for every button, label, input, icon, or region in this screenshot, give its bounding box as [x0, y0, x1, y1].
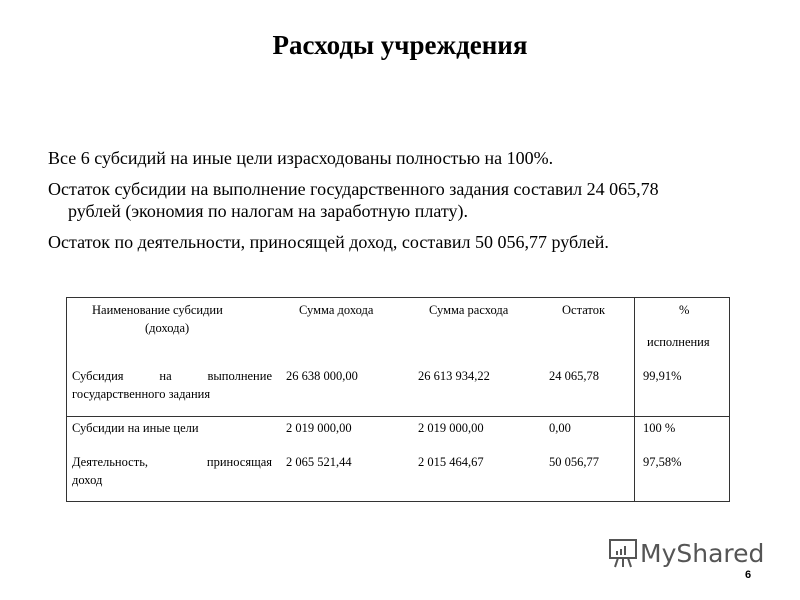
row-expense: 2 015 464,67 — [418, 455, 484, 469]
table-divider — [634, 297, 635, 502]
row-percent: 99,91% — [643, 369, 682, 383]
paragraph: Остаток субсидии на выполнение государственного задания составил 24 065,78 — [48, 179, 659, 199]
page-number: 6 — [745, 569, 752, 581]
watermark-logo — [606, 536, 764, 570]
slide-title: Расходы учреждения — [272, 30, 528, 60]
table-divider — [66, 416, 730, 417]
header-name-sub: (дохода) — [145, 321, 190, 335]
paragraph-continued: рублей (экономия по налогам на заработную плату). — [68, 201, 468, 221]
header-expense: Сумма расхода — [429, 303, 509, 317]
row-name: Субсидии на иные цели — [72, 421, 199, 435]
row-rest: 24 065,78 — [549, 369, 599, 383]
header-percent-sub: исполнения — [647, 335, 710, 349]
presentation-board-icon — [606, 536, 640, 570]
row-income: 2 019 000,00 — [286, 421, 352, 435]
row-income: 26 638 000,00 — [286, 369, 358, 383]
row-name: Деятельность, приносящая — [72, 455, 272, 469]
row-name: Субсидия на выполнение — [72, 369, 272, 383]
header-name: Наименование субсидии — [92, 303, 223, 317]
row-percent: 100 % — [643, 421, 676, 435]
row-name-cont: государственного задания — [72, 387, 211, 401]
row-percent: 97,58% — [643, 455, 682, 469]
watermark-text: MyShared — [640, 538, 765, 568]
row-expense: 26 613 934,22 — [418, 369, 490, 383]
header-percent: % — [679, 303, 690, 317]
row-rest: 50 056,77 — [549, 455, 599, 469]
header-income: Сумма дохода — [299, 303, 374, 317]
row-rest: 0,00 — [549, 421, 571, 435]
row-expense: 2 019 000,00 — [418, 421, 484, 435]
header-rest: Остаток — [562, 303, 606, 317]
row-name-cont: доход — [72, 473, 103, 487]
paragraph: Остаток по деятельности, приносящей доход, составил 50 056,77 рублей. — [48, 232, 609, 252]
row-income: 2 065 521,44 — [286, 455, 352, 469]
paragraph: Все 6 субсидий на иные цели израсходованы полностью на 100%. — [48, 148, 554, 168]
